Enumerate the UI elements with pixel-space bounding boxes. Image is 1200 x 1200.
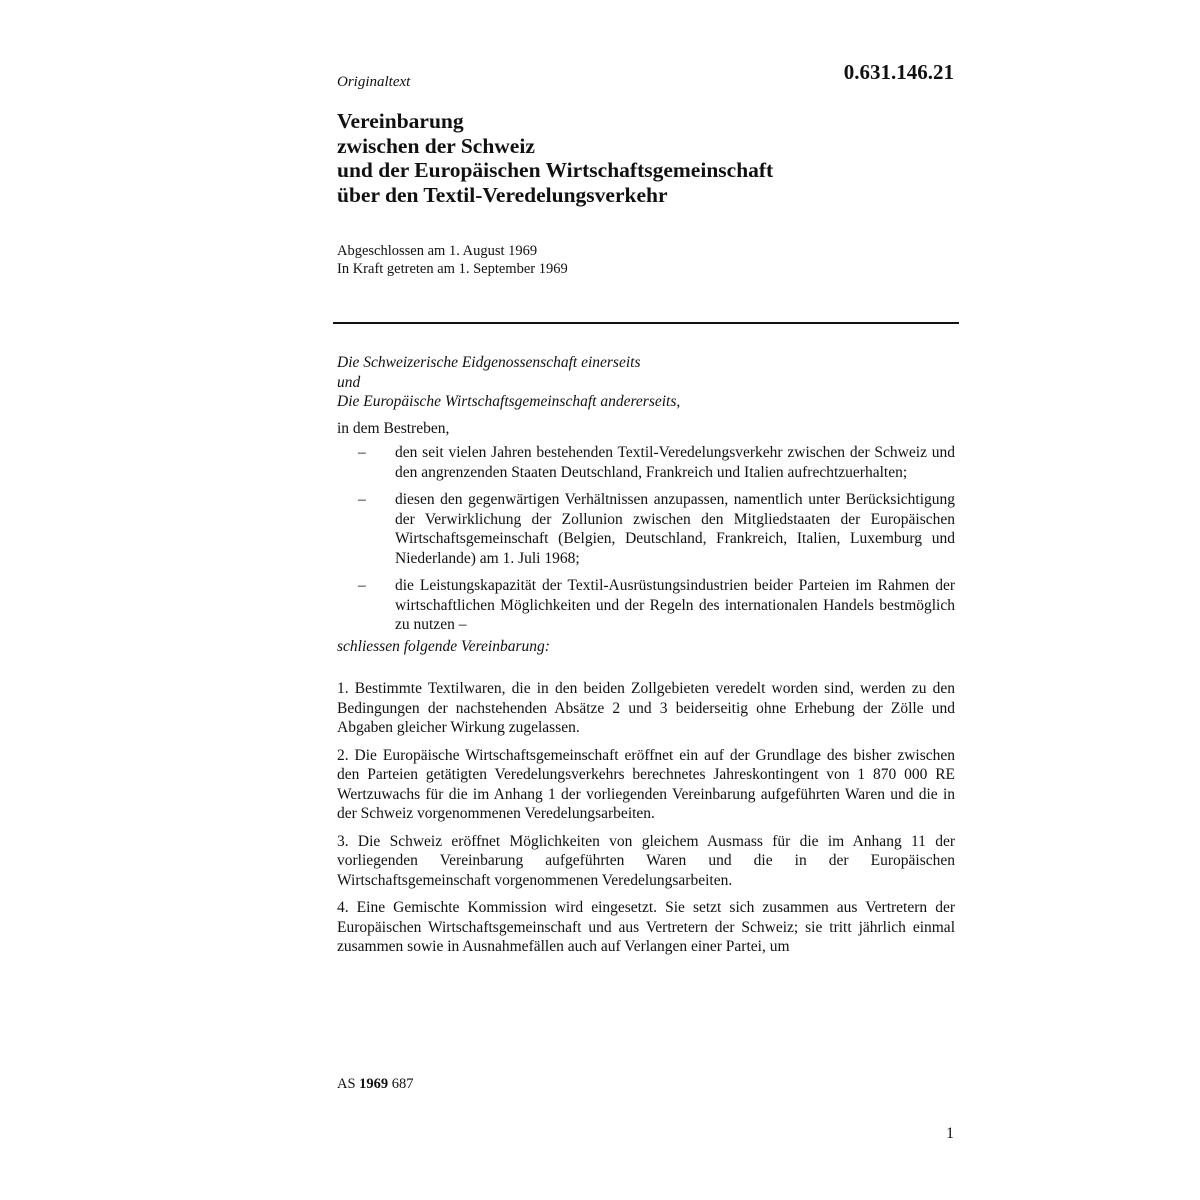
list-item-text: die Leistungskapazität der Textil-Ausrüstungsindustrien beider Parteien im Rahmen der wirtschaftlichen Möglichkeiten und der Regeln des internationalen Handels bestmöglich zu nutzen –: [395, 577, 955, 633]
dates-block: [337, 242, 568, 278]
document-title: [337, 109, 977, 207]
list-item: [337, 576, 955, 635]
in-force-date: In Kraft getreten am 1. September 1969: [337, 261, 568, 277]
sr-number: 0.631.146.21: [843, 60, 954, 84]
original-text-label: Originaltext: [337, 74, 411, 90]
concluded-date: Abgeschlossen am 1. August 1969: [337, 243, 538, 259]
as-page: 687: [391, 1076, 414, 1092]
as-prefix: AS: [337, 1076, 356, 1092]
dash-bullet: –: [358, 577, 366, 594]
preamble-and: und: [337, 373, 361, 391]
preamble-intro: in dem Bestreben,: [337, 419, 450, 437]
as-year: 1969: [359, 1076, 389, 1092]
preamble-list: [337, 443, 955, 635]
dash-bullet: –: [358, 444, 366, 461]
list-item-text: den seit vielen Jahren bestehenden Textil-Veredelungsverkehr zwischen der Schweiz und den angrenzenden Staaten Deutschland, Frankreich und Italien aufrechtzuerhalten;: [395, 444, 955, 481]
title-line: zwischen der Schweiz: [337, 133, 535, 158]
paragraph-2: 2. Die Europäische Wirtschaftsgemeinschaft eröffnet ein auf der Grundlage des bisher zwischen den Parteien getätigten Veredelungsverkehrs berechnetes Jahreskontingent von 1 870 000 RE Wertzuwachs für die im Anhang 1 der vorliegenden Vereinbarung aufgeführten Waren und die in der Schweiz vorgenommenen Veredelungsarbeiten.: [337, 746, 955, 822]
title-line: über den Textil-Veredelungsverkehr: [337, 182, 668, 207]
list-item: [337, 443, 955, 482]
dash-bullet: –: [358, 491, 366, 508]
divider-rule: [333, 322, 959, 324]
preamble-closing: schliessen folgende Vereinbarung:: [337, 637, 550, 655]
document-body: [337, 353, 955, 957]
paragraph-3: 3. Die Schweiz eröffnet Möglichkeiten von gleichem Ausmass für die im Anhang 11 der vorliegenden Vereinbarung aufgeführten Waren und die in der Europäischen Wirtschaftsgemeinschaft vorgenommenen Veredelungsarbeiten.: [337, 832, 955, 889]
paragraph-1: 1. Bestimmte Textilwaren, die in den beiden Zollgebieten veredelt worden sind, werden zu den Bedingungen der nachstehenden Absätze 2 und 3 beiderseitig ohne Erhebung der Zölle und Abgaben gleicher Wirkung zugelassen.: [337, 680, 955, 736]
preamble-party-2: Die Europäische Wirtschaftsgemeinschaft andererseits,: [337, 393, 681, 410]
official-collection-reference: [337, 1076, 414, 1093]
paragraph-4: 4. Eine Gemischte Kommission wird eingesetzt. Sie setzt sich zusammen aus Vertretern der Europäischen Wirtschaftsgemeinschaft und aus Vertretern der Schweiz; sie tritt jährlich einmal zusammen sowie in Ausnahmefällen auch auf Verlangen einer Partei, um: [337, 899, 955, 955]
list-item: [337, 490, 955, 568]
preamble-party-1: Die Schweizerische Eidgenossenschaft einerseits: [337, 354, 641, 371]
title-line: Vereinbarung: [337, 109, 464, 133]
title-line: und der Europäischen Wirtschaftsgemeinschaft: [337, 158, 774, 182]
list-item-text: diesen den gegenwärtigen Verhältnissen anzupassen, namentlich unter Berücksichtigung der Verwirklichung der Zollunion zwischen den Mitgliedstaaten der Europäischen Wirtschaftsgemeinschaft (Belgien, Deutschland, Frankreich, Italien, Luxemburg und Niederlande) am 1. Juli 1968;: [395, 491, 955, 567]
page-number: 1: [946, 1125, 954, 1142]
